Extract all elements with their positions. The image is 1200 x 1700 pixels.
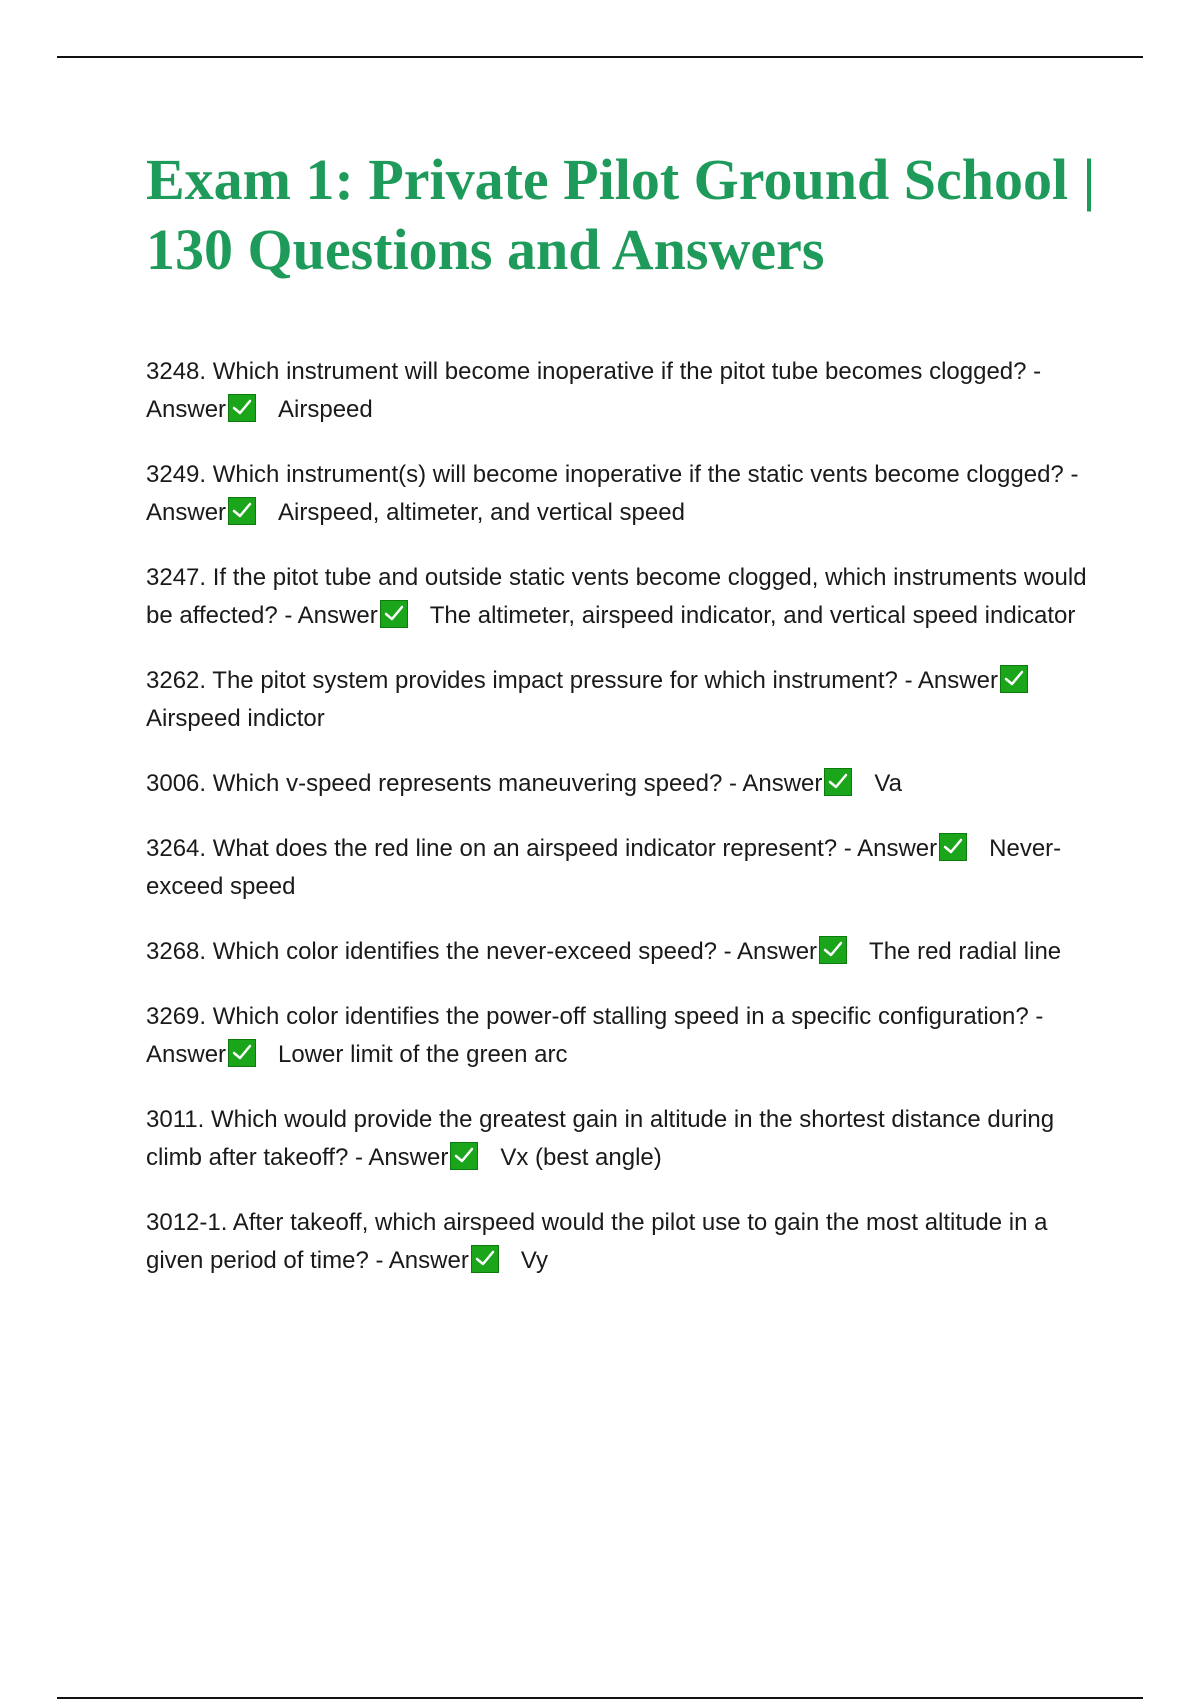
answer-text: The altimeter, airspeed indicator, and vertical speed indicator [429,602,1076,629]
check-mark-icon [824,768,852,796]
question-text: 3248. Which instrument will become inoperative if the pitot tube becomes clogged? - Answer [146,358,1042,423]
question-text: 3268. Which color identifies the never-exceed speed? - Answer [146,938,818,965]
answer-text: Airspeed indictor [146,705,325,732]
question-text: 3006. Which v-speed represents maneuvering speed? - Answer [146,770,823,797]
qa-item [146,998,1096,1074]
check-mark-icon [228,394,256,422]
question-text: 3011. Which would provide the greatest gain in altitude in the shortest distance during climb after takeoff? - Answer [146,1106,1055,1171]
answer-text: Va [874,770,902,797]
question-text: 3247. If the pitot tube and outside static vents become clogged, which instruments would be affected? - Answer [146,564,1087,629]
question-text: 3012-1. After takeoff, which airspeed would the pilot use to gain the most altitude in a given period of time? - Answer [146,1209,1048,1274]
check-mark-icon [228,497,256,525]
bottom-rule [57,1697,1143,1699]
qa-item [146,830,1096,906]
qa-item [146,765,1096,803]
answer-text: The red radial line [869,938,1062,965]
check-mark-icon [380,600,408,628]
check-mark-icon [450,1142,478,1170]
answer-text: Vy [520,1247,548,1274]
qa-item [146,456,1096,532]
question-text: 3269. Which color identifies the power-off stalling speed in a specific configuration? - Answer [146,1003,1044,1068]
answer-text: Vx (best angle) [500,1144,662,1171]
question-text: 3249. Which instrument(s) will become inoperative if the static vents become clogged? - Answer [146,461,1079,526]
question-text: 3264. What does the red line on an airspeed indicator represent? - Answer [146,835,938,862]
answer-text: Never-exceed speed [146,835,1062,900]
check-mark-icon [819,936,847,964]
answer-text: Lower limit of the green arc [278,1041,568,1068]
qa-item [146,559,1096,635]
check-mark-icon [471,1245,499,1273]
question-text: 3262. The pitot system provides impact pressure for which instrument? - Answer [146,667,998,694]
qa-item [146,1101,1096,1177]
check-mark-icon [939,833,967,861]
qa-item [146,353,1096,429]
qa-item [146,933,1096,971]
document-body [146,145,1096,1307]
answer-text: Airspeed, altimeter, and vertical speed [278,499,685,526]
top-rule [57,56,1143,58]
answer-text: Airspeed [278,396,373,423]
check-mark-icon [1000,665,1028,693]
qa-item [146,1204,1096,1280]
check-mark-icon [228,1039,256,1067]
qa-item [146,662,1096,738]
page-title: Exam 1: Private Pilot Ground School | 130 Questions and Answers [146,147,1096,282]
